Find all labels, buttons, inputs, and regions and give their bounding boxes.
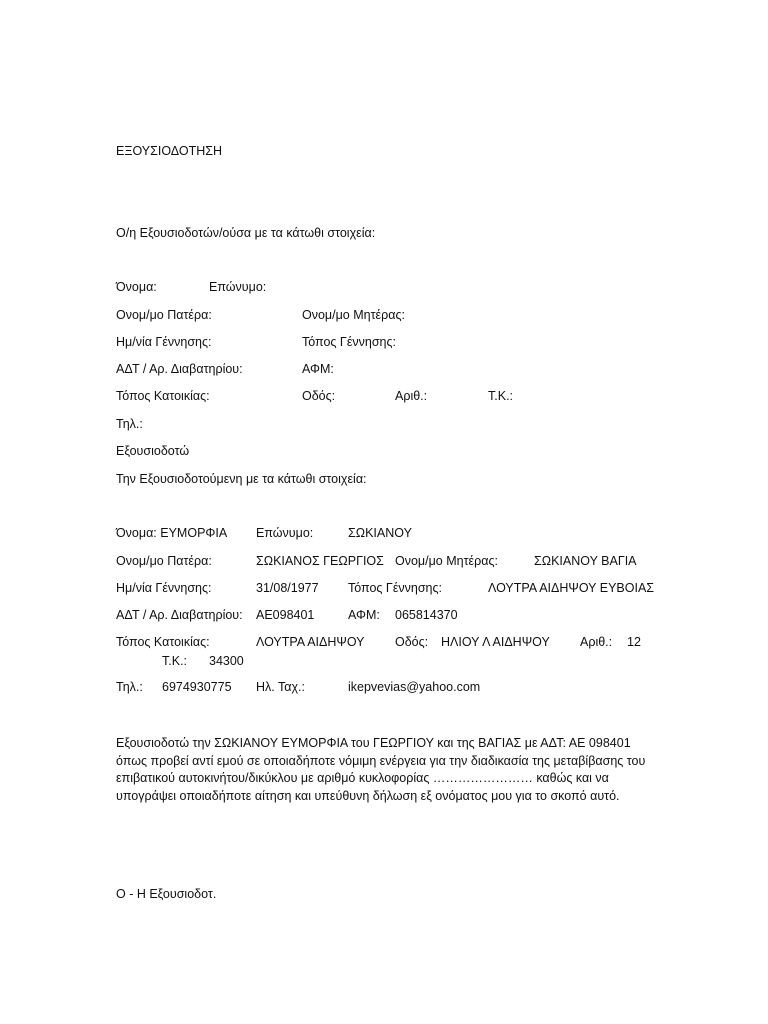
agent-residence: ΛΟΥΤΡΑ ΑΙΔΗΨΟΥ <box>256 635 365 649</box>
grantor-street-label: Οδός: <box>302 389 336 403</box>
document-title: ΕΞΟΥΣΙΟΔΟΤΗΣΗ <box>116 144 223 158</box>
agent-email: ikepvevias@yahoo.com <box>348 680 481 694</box>
agent-postcode: 34300 <box>209 654 244 668</box>
agent-father: ΣΩΚΙΑΝΟΣ ΓΕΩΡΓΙΟΣ <box>256 554 384 568</box>
grantor-residence-label: Τόπος Κατοικίας: <box>116 389 210 403</box>
authorization-paragraph: Εξουσιοδοτώ την ΣΩΚΙΑΝΟΥ ΕΥΜΟΡΦΙΑ του ΓΕΩΡΓΙΟΥ και της ΒΑΓΙΑΣ με ΑΔΤ: ΑΕ 098401 όπως προβεί αντί εμού σε οποιαδήποτε νόμιμη ενέργεια για την διαδικασία της μεταβίβασης του επιβατικού αυτοκινήτου/δικύκλου με αριθμό κυκλοφορίας …………………… καθώς και να υπογράψει οποιαδήποτε αίτηση και υπεύθυνη δήλωση εξ ονόματος μου για το σκοπό αυτό. <box>116 736 646 803</box>
agent-birthdate-label: Ημ/νία Γέννησης: <box>116 581 212 595</box>
agent-postcode-label: Τ.Κ.: <box>162 654 188 668</box>
grantor-phone-label: Τηλ.: <box>116 417 143 431</box>
grantor-surname-label: Επώνυμο: <box>209 280 267 294</box>
agent-id: ΑΕ098401 <box>256 608 315 622</box>
agent-id-label: ΑΔΤ / Αρ. Διαβατηρίου: <box>116 608 243 622</box>
agent-birthplace-label: Τόπος Γέννησης: <box>348 581 443 595</box>
agent-email-label: Ηλ. Ταχ.: <box>256 680 305 694</box>
agent-phone-label: Τηλ.: <box>116 680 143 694</box>
agent-afm: 065814370 <box>395 608 458 622</box>
grantor-intro: Ο/η Εξουσιοδοτών/ούσα με τα κάτωθι στοιχεία: <box>116 226 376 240</box>
agent-first-name: Όνομα: ΕΥΜΟΡΦΙΑ <box>116 526 228 540</box>
agent-number-label: Αριθ.: <box>580 635 613 649</box>
grantor-birthplace-label: Τόπος Γέννησης: <box>302 335 397 349</box>
signature-line: Ο - Η Εξουσιοδοτ. <box>116 887 217 901</box>
agent-street: ΗΛΙΟΥ Λ ΑΙΔΗΨΟΥ <box>441 635 550 649</box>
grantor-number-label: Αριθ.: <box>395 389 428 403</box>
agent-birthplace: ΛΟΥΤΡΑ ΑΙΔΗΨΟΥ ΕΥΒΟΙΑΣ <box>488 581 655 595</box>
grantor-birthdate-label: Ημ/νία Γέννησης: <box>116 335 212 349</box>
grantor-afm-label: ΑΦΜ: <box>302 362 334 376</box>
grantor-father-label: Ονομ/μο Πατέρα: <box>116 308 212 322</box>
agent-mother: ΣΩΚΙΑΝΟΥ ΒΑΓΙΑ <box>534 554 637 568</box>
grantor-first-name-label: Όνομα: <box>116 280 157 294</box>
agent-birthdate: 31/08/1977 <box>256 581 319 595</box>
agent-mother-label: Ονομ/μο Μητέρας: <box>395 554 498 568</box>
agent-surname: ΣΩΚΙΑΝΟΥ <box>348 526 412 540</box>
grantor-id-label: ΑΔΤ / Αρ. Διαβατηρίου: <box>116 362 243 376</box>
agent-afm-label: ΑΦΜ: <box>348 608 380 622</box>
agent-surname-label: Επώνυμο: <box>256 526 314 540</box>
agent-street-label: Οδός: <box>395 635 429 649</box>
agent-intro: Την Εξουσιοδοτούμενη με τα κάτωθι στοιχεία: <box>116 472 367 486</box>
agent-number: 12 <box>627 635 641 649</box>
authorize-word: Εξουσιοδοτώ <box>116 444 190 458</box>
grantor-postcode-label: Τ.Κ.: <box>488 389 514 403</box>
agent-father-label: Ονομ/μο Πατέρα: <box>116 554 212 568</box>
agent-residence-label: Τόπος Κατοικίας: <box>116 635 210 649</box>
grantor-mother-label: Ονομ/μο Μητέρας: <box>302 308 405 322</box>
agent-phone: 6974930775 <box>162 680 232 694</box>
